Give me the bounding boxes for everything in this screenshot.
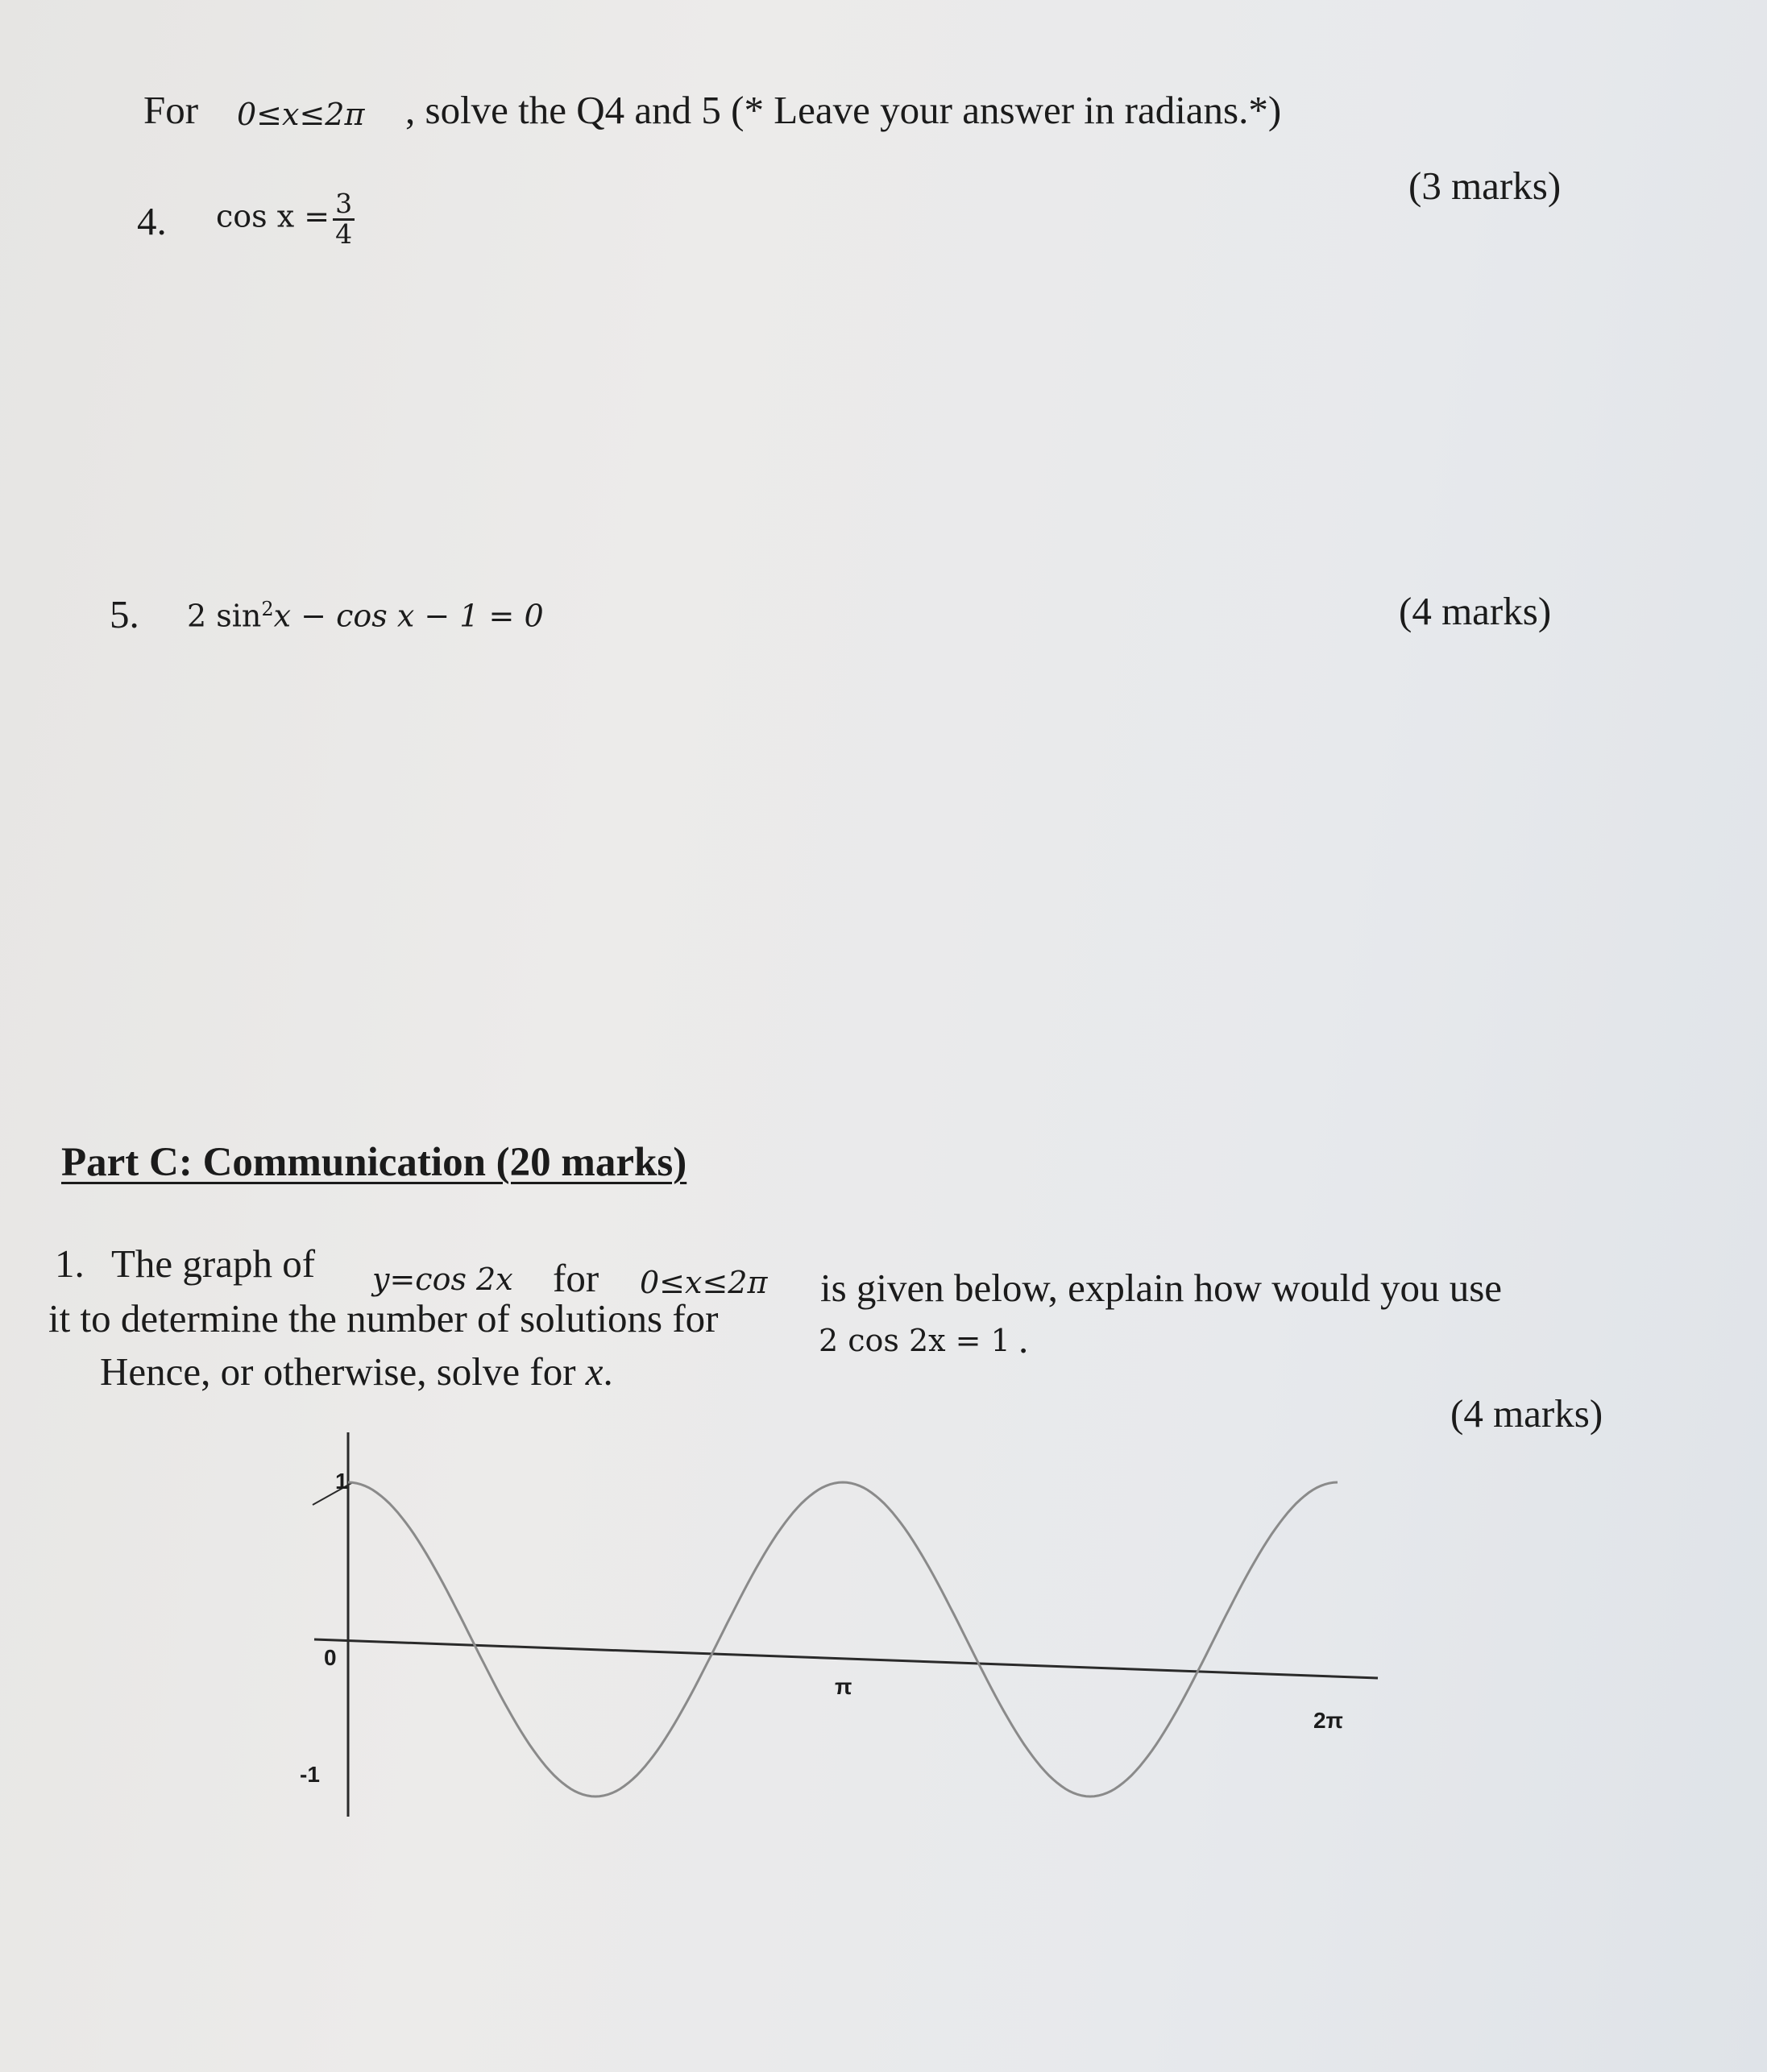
intro-domain: 0≤x≤2π (237, 97, 365, 132)
c1-line3-var: x (585, 1349, 604, 1394)
q4-equation (216, 190, 355, 248)
q4-lhs: cos x = (216, 198, 330, 234)
q5-eq-b: x − cos x − 1 = 0 (273, 598, 544, 634)
q5-marks: (4 marks) (1399, 589, 1552, 633)
c1-line3 (100, 1349, 613, 1394)
q5-eq-exp: 2 (261, 598, 274, 620)
cos2x-curve (348, 1482, 1338, 1796)
y-tick-label-1: 0 (324, 1645, 337, 1670)
intro-for (143, 87, 198, 133)
q4-frac-num: 3 (333, 190, 355, 221)
x-tick-label-0: π (834, 1674, 852, 1699)
q5-equation (187, 598, 544, 634)
part-c-heading: Part C: Communication (20 marks) (61, 1140, 687, 1185)
c1-line1-a: The graph of (111, 1241, 316, 1286)
q5-number: 5. (110, 592, 139, 636)
c1-line2-a: it to determine the number of solutions for (48, 1296, 719, 1341)
x-tick-label-1: 2π (1313, 1708, 1344, 1733)
c1-line3-end: . (603, 1349, 613, 1394)
cos2x-graph (290, 1418, 1402, 1837)
q4-fraction (333, 190, 355, 248)
c1-line1-b: is given below, explain how would you use (820, 1266, 1503, 1310)
c1-line1-eq: y=cos 2x (372, 1262, 513, 1297)
q5-eq-a: 2 sin (187, 598, 262, 634)
q4-number: 4. (137, 199, 167, 243)
graph-layer (300, 1432, 1378, 1817)
c1-line2-eq: 2 cos 2x = 1 (819, 1323, 1010, 1358)
c1-marks: (4 marks) (1450, 1391, 1603, 1436)
intro-instruction: , solve the Q4 and 5 (* Leave your answer in radians.*) (405, 88, 1282, 132)
c1-line1-for: for (553, 1256, 599, 1300)
c1-number: 1. (55, 1241, 85, 1286)
c1-line1-domain: 0≤x≤2π (640, 1265, 768, 1300)
y-tick-label-2: -1 (300, 1762, 320, 1787)
c1-line2-dot: . (1018, 1317, 1029, 1361)
y-tick-label-0: 1 (335, 1469, 348, 1494)
c1-line3-text: Hence, or otherwise, solve for (100, 1349, 576, 1394)
intro-for-word: For (143, 88, 199, 132)
q4-frac-den: 4 (335, 218, 353, 250)
q4-marks: (3 marks) (1408, 164, 1562, 208)
